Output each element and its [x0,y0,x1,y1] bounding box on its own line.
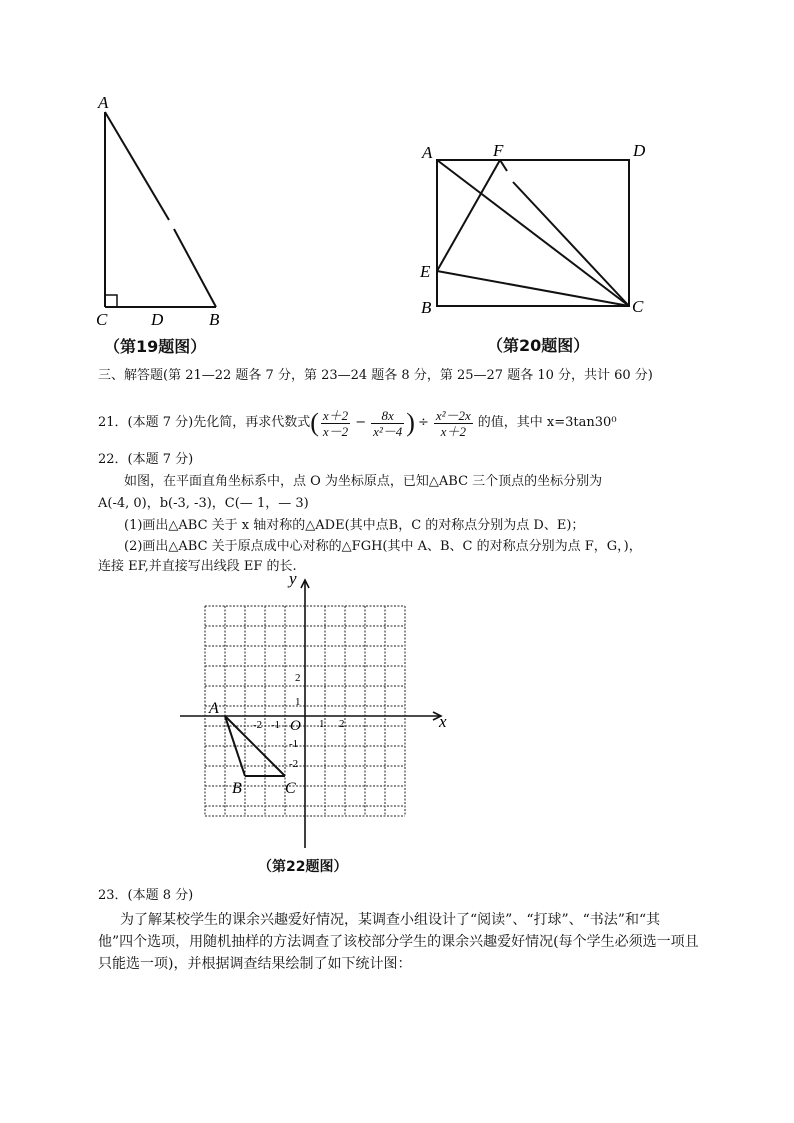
label-f: F [493,141,504,160]
fraction-1-denominator: x－2 [322,423,349,439]
fraction-2-denominator: x²－4 [373,423,403,439]
fraction-1 [321,408,350,439]
segment-fc-upper [500,160,507,171]
segment-ab-lower [174,229,216,307]
label-d: D [151,310,164,329]
q22-line-3: (1)画出△ABC 关于 x 轴对称的△ADE(其中点B，C 的对称点分别为点 D、E)； [124,518,585,533]
segment-ac [437,160,629,306]
q22-line-5: 连接 EF,并直接写出线段 EF 的长. [98,559,297,574]
x-tick-neg1: -1 [271,719,281,731]
x-tick-neg2: -2 [253,719,263,731]
x-axis-label: x [439,712,447,731]
origin-label: O [290,718,301,734]
point-a-label: A [209,700,219,717]
fraction-3 [434,408,473,439]
label-a: A [422,143,433,162]
fraction-1-numerator: x＋2 [322,407,349,423]
divide-sign: ÷ [417,415,429,430]
figure-19-caption: （第19题图） [104,337,207,356]
section-3-heading: 三、解答题(第 21—22 题各 7 分，第 23—24 题各 8 分，第 25—27 题各 10 分，共计 60 分) [98,368,653,383]
segment-ef [437,160,500,271]
y-tick-neg1: -1 [289,738,299,750]
minus-sign: − [355,415,367,430]
figure-20-caption: （第20题图） [487,336,590,355]
label-b: B [421,298,432,317]
segment-ab-upper [105,112,169,220]
label-a: A [98,93,109,112]
q23-line-2: 他”四个选项，用随机抽样的方法调查了该校部分学生的课余兴趣爱好情况(每个学生必须选一项且 [98,934,699,950]
q22-line-4: (2)画出△ABC 关于原点成中心对称的△FGH(其中 A、B、C 的对称点分别为点 F，G，)， [124,539,642,554]
y-axis-label: y [289,570,297,588]
q23-line-1: 为了解某校学生的课余兴趣爱好情况，某调查小组设计了“阅读”、“打球”、“书法”和“其 [120,912,661,928]
label-c: C [96,310,108,329]
figure-19 [90,90,240,360]
point-b-label: B [232,780,242,797]
fraction-3-numerator: x²－2x [435,407,471,423]
right-angle-mark [105,295,117,307]
q23-header: 23．(本题 8 分) [98,888,194,903]
fraction-2 [371,408,404,439]
label-b: B [209,310,220,329]
q21-suffix: 的值，其中 x=3tan30⁰ [477,415,617,430]
q23-line-3: 只能选一项)，并根据调查结果绘制了如下统计图： [98,956,412,972]
label-c: C [632,297,644,316]
x-tick-2: 2 [339,718,345,730]
fraction-3-denominator: x＋2 [440,423,466,439]
point-c-label: C [285,780,296,797]
label-e: E [420,262,431,281]
left-paren: ( [310,408,319,437]
x-tick-1: 1 [319,718,325,730]
figure-22-caption: （第22题图） [258,859,348,875]
q22-line-2: A(-4, 0)，b(-3, -3)，C(— 1，— 3) [98,496,309,511]
label-d: D [633,141,646,160]
y-tick-2: 2 [295,672,301,684]
fraction-2-numerator: 8x [371,408,404,424]
y-tick-1: 1 [295,696,301,708]
figure-22-grid [175,570,455,860]
question-21 [98,400,620,446]
figure-20 [415,138,655,328]
q21-prefix: 21．(本题 7 分)先化简，再求代数式 [98,415,311,430]
y-tick-neg2: -2 [289,758,299,770]
q22-line-1: 如图，在平面直角坐标系中，点 O 为坐标原点，已知△ABC 三个顶点的坐标分别为 [124,474,603,489]
right-paren: ) [406,408,415,437]
q22-header: 22．(本题 7 分) [98,452,194,467]
